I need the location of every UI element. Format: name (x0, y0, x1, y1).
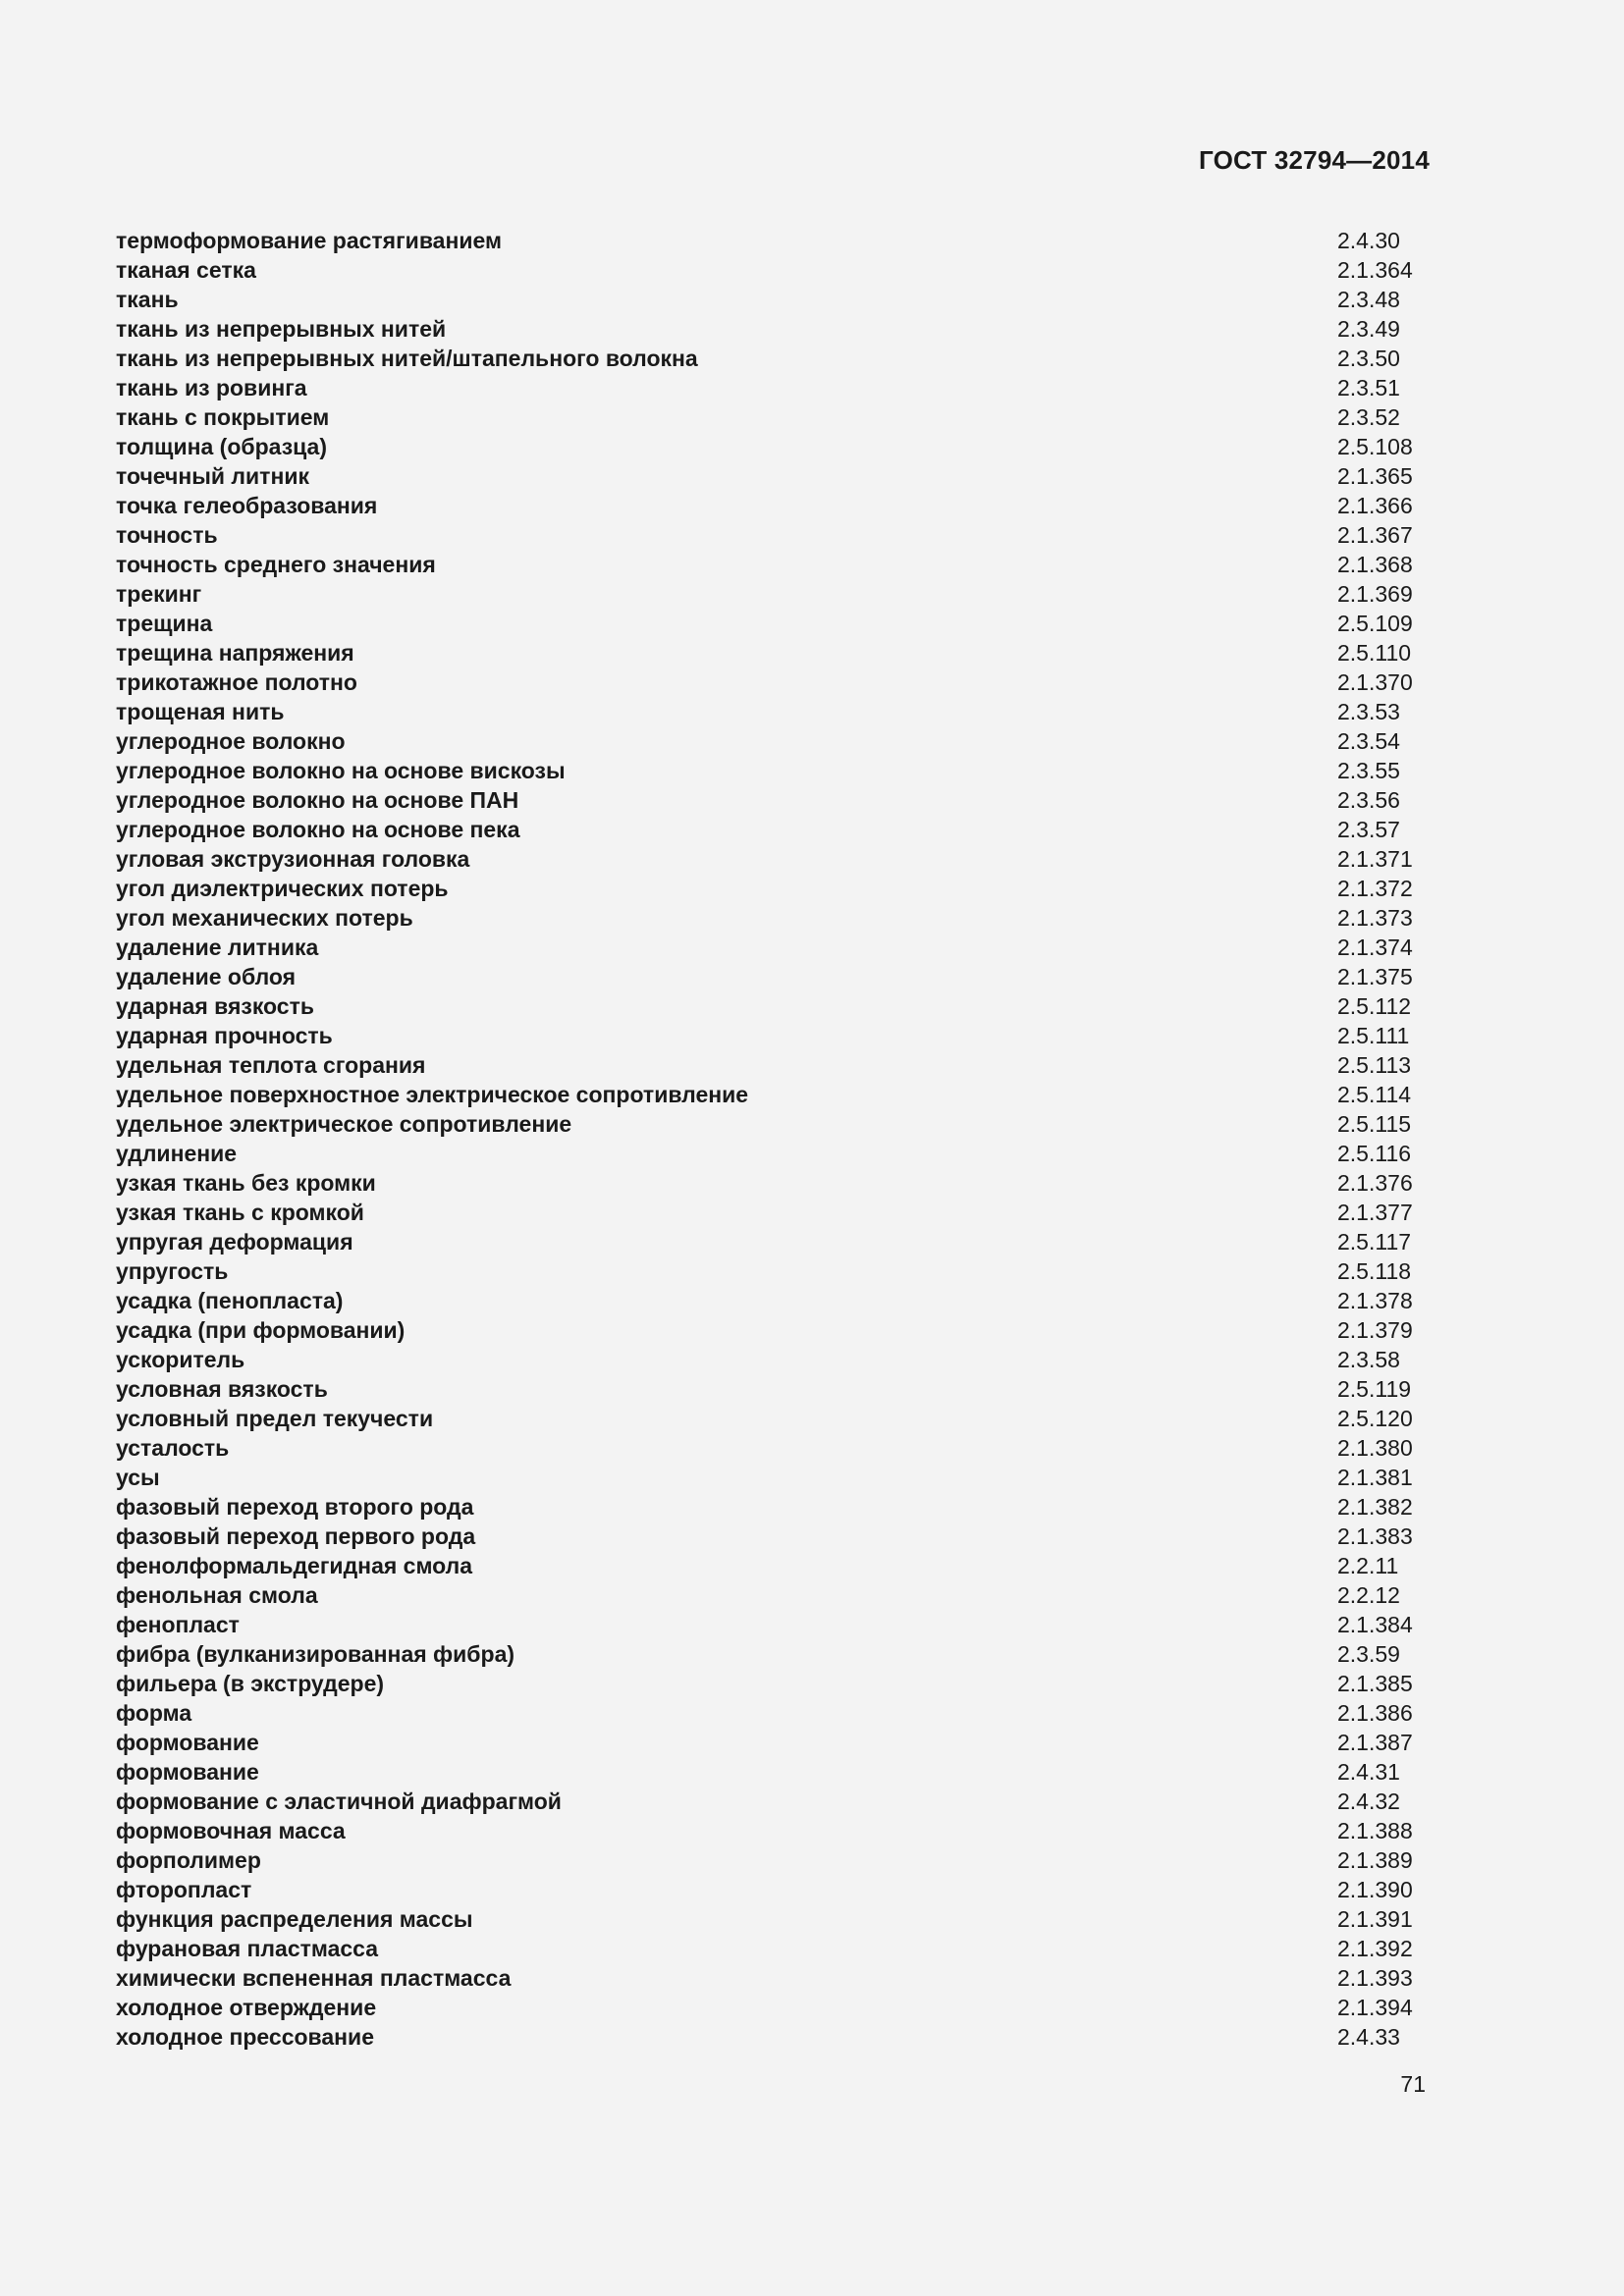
index-term: удаление литника (116, 934, 319, 960)
index-entry (116, 1522, 1432, 1551)
index-term: углеродное волокно на основе пека (116, 817, 520, 842)
index-ref: 2.3.48 (1337, 287, 1400, 312)
index-entry (116, 1757, 1432, 1787)
index-ref: 2.5.112 (1337, 993, 1412, 1019)
index-entry (116, 373, 1432, 402)
index-ref: 2.1.369 (1337, 581, 1413, 607)
index-entry (116, 1845, 1432, 1875)
index-entry (116, 402, 1432, 432)
index-term: ударная прочность (116, 1023, 333, 1048)
index-entry (116, 609, 1432, 638)
index-term: углеродное волокно на основе ПАН (116, 787, 519, 813)
index-entry (116, 1256, 1432, 1286)
index-ref: 2.5.120 (1337, 1406, 1413, 1431)
index-term: фенолформальдегидная смола (116, 1553, 473, 1578)
index-entry (116, 1580, 1432, 1610)
index-term: углеродное волокно (116, 728, 346, 754)
index-term: удельное поверхностное электрическое сопротивление (116, 1082, 749, 1107)
index-ref: 2.4.33 (1337, 2024, 1400, 2050)
index-term: угловая экструзионная головка (116, 846, 470, 872)
index-entry (116, 1345, 1432, 1374)
index-entry (116, 2022, 1432, 2052)
index-ref: 2.1.380 (1337, 1435, 1413, 1461)
index-term: фторопласт (116, 1877, 252, 1902)
index-ref: 2.4.32 (1337, 1789, 1400, 1814)
index-ref: 2.1.382 (1337, 1494, 1413, 1520)
index-entry (116, 1198, 1432, 1227)
index-ref: 2.1.394 (1337, 1995, 1413, 2020)
index-term: угол диэлектрических потерь (116, 876, 449, 901)
index-entry (116, 1963, 1432, 1993)
index-term: условный предел текучести (116, 1406, 434, 1431)
index-ref: 2.4.31 (1337, 1759, 1400, 1785)
index-term: ткань из непрерывных нитей (116, 316, 447, 342)
index-ref: 2.5.110 (1337, 640, 1412, 666)
index-term: удлинение (116, 1141, 238, 1166)
index-entry (116, 1109, 1432, 1139)
index-term: удельное электрическое сопротивление (116, 1111, 572, 1137)
index-ref: 2.1.381 (1337, 1465, 1413, 1490)
index-ref: 2.3.58 (1337, 1347, 1400, 1372)
index-term: фибра (вулканизированная фибра) (116, 1641, 515, 1667)
index-term: трещина (116, 611, 213, 636)
index-ref: 2.1.374 (1337, 934, 1413, 960)
index-ref: 2.1.373 (1337, 905, 1413, 931)
index-term: усадка (при формовании) (116, 1317, 406, 1343)
index-entry (116, 579, 1432, 609)
index-entry (116, 255, 1432, 285)
index-entry (116, 1080, 1432, 1109)
index-entry (116, 1904, 1432, 1934)
index-ref: 2.1.386 (1337, 1700, 1413, 1726)
index-ref: 2.1.379 (1337, 1317, 1413, 1343)
index-term: формование (116, 1730, 259, 1755)
index-term: фенопласт (116, 1612, 240, 1637)
index-entry (116, 1816, 1432, 1845)
index-ref: 2.5.118 (1337, 1258, 1412, 1284)
index-entry (116, 991, 1432, 1021)
index-ref: 2.5.115 (1337, 1111, 1412, 1137)
index-entry (116, 461, 1432, 491)
index-entry (116, 1934, 1432, 1963)
index-entry (116, 1639, 1432, 1669)
index-entry (116, 903, 1432, 933)
index-term: фазовый переход первого рода (116, 1523, 476, 1549)
index-ref: 2.1.367 (1337, 522, 1413, 548)
index-term: точечный литник (116, 463, 309, 489)
index-ref: 2.3.49 (1337, 316, 1400, 342)
index-entry (116, 1050, 1432, 1080)
index-entry (116, 756, 1432, 785)
index-entry (116, 1492, 1432, 1522)
index-term: термоформование растягиванием (116, 228, 502, 253)
index-term: трещина напряжения (116, 640, 354, 666)
index-ref: 2.1.372 (1337, 876, 1413, 901)
index-term: точка гелеобразования (116, 493, 378, 518)
index-ref: 2.1.368 (1337, 552, 1413, 577)
index-ref: 2.3.54 (1337, 728, 1400, 754)
index-term: трощеная нить (116, 699, 285, 724)
index-entry (116, 874, 1432, 903)
index-entry (116, 520, 1432, 550)
index-ref: 2.1.377 (1337, 1200, 1413, 1225)
index-term: трикотажное полотно (116, 669, 357, 695)
index-ref: 2.1.392 (1337, 1936, 1413, 1961)
index-term: трекинг (116, 581, 202, 607)
index-entry (116, 844, 1432, 874)
document-header: ГОСТ 32794—2014 (1199, 145, 1430, 175)
index-term: ткань с покрытием (116, 404, 330, 430)
index-ref: 2.5.111 (1337, 1023, 1410, 1048)
index-ref: 2.1.365 (1337, 463, 1413, 489)
index-ref: 2.1.384 (1337, 1612, 1413, 1637)
index-term: точность среднего значения (116, 552, 436, 577)
index-entry (116, 1698, 1432, 1728)
index-entry (116, 1021, 1432, 1050)
index-ref: 2.1.376 (1337, 1170, 1413, 1196)
index-term: усадка (пенопласта) (116, 1288, 344, 1313)
index-term: удельная теплота сгорания (116, 1052, 426, 1078)
index-entry (116, 226, 1432, 255)
index-term: ударная вязкость (116, 993, 314, 1019)
index-ref: 2.3.57 (1337, 817, 1400, 842)
index-entry (116, 1463, 1432, 1492)
index-term: холодное отверждение (116, 1995, 377, 2020)
index-ref: 2.3.55 (1337, 758, 1400, 783)
index-term: ускоритель (116, 1347, 245, 1372)
index-ref: 2.4.30 (1337, 228, 1400, 253)
index-entry (116, 1551, 1432, 1580)
index-entry (116, 638, 1432, 667)
index-term: форполимер (116, 1847, 261, 1873)
index-ref: 2.3.52 (1337, 404, 1400, 430)
index-term: ткань (116, 287, 179, 312)
index-entry (116, 1787, 1432, 1816)
index-ref: 2.2.11 (1337, 1553, 1399, 1578)
index-entry (116, 726, 1432, 756)
index-entry (116, 815, 1432, 844)
index-term: функция распределения массы (116, 1906, 473, 1932)
index-term: химически вспененная пластмасса (116, 1965, 512, 1991)
index-ref: 2.3.59 (1337, 1641, 1400, 1667)
index-entry (116, 1286, 1432, 1315)
index-entry (116, 1610, 1432, 1639)
index-ref: 2.1.364 (1337, 257, 1413, 283)
index-entry (116, 1404, 1432, 1433)
index-ref: 2.1.393 (1337, 1965, 1413, 1991)
index-term: усы (116, 1465, 160, 1490)
index-ref: 2.1.387 (1337, 1730, 1413, 1755)
index-entry (116, 1315, 1432, 1345)
index-ref: 2.1.388 (1337, 1818, 1413, 1843)
index-entry (116, 285, 1432, 314)
index-term: формование (116, 1759, 259, 1785)
index-term: фазовый переход второго рода (116, 1494, 474, 1520)
index-entry (116, 933, 1432, 962)
index-entry (116, 962, 1432, 991)
index-term: углеродное волокно на основе вискозы (116, 758, 566, 783)
index-term: упругая деформация (116, 1229, 353, 1255)
index-entry (116, 1374, 1432, 1404)
index-term: толщина (образца) (116, 434, 328, 459)
index-entry (116, 491, 1432, 520)
index-ref: 2.1.375 (1337, 964, 1413, 989)
index-term: фурановая пластмасса (116, 1936, 379, 1961)
index-entry (116, 1227, 1432, 1256)
index-ref: 2.5.119 (1337, 1376, 1412, 1402)
index-ref: 2.1.366 (1337, 493, 1413, 518)
index-term: условная вязкость (116, 1376, 328, 1402)
index-ref: 2.5.116 (1337, 1141, 1412, 1166)
index-entry (116, 550, 1432, 579)
index-term: усталость (116, 1435, 230, 1461)
index-entry (116, 344, 1432, 373)
index-entry (116, 667, 1432, 697)
index-ref: 2.1.383 (1337, 1523, 1413, 1549)
index-entry (116, 1993, 1432, 2022)
index-ref: 2.3.53 (1337, 699, 1400, 724)
index-term: узкая ткань с кромкой (116, 1200, 364, 1225)
index-term: точность (116, 522, 218, 548)
index-ref: 2.5.114 (1337, 1082, 1412, 1107)
index-term: формование с эластичной диафрагмой (116, 1789, 562, 1814)
index-entry (116, 697, 1432, 726)
index-entry (116, 1433, 1432, 1463)
index-ref: 2.1.389 (1337, 1847, 1413, 1873)
index-term: фильера (в экструдере) (116, 1671, 385, 1696)
index-term: формовочная масса (116, 1818, 346, 1843)
index-term: фенольная смола (116, 1582, 318, 1608)
index-ref: 2.3.50 (1337, 346, 1400, 371)
index-term: ткань из ровинга (116, 375, 307, 400)
index-ref: 2.5.109 (1337, 611, 1413, 636)
index-entry (116, 1728, 1432, 1757)
index-entry (116, 314, 1432, 344)
index-entry (116, 432, 1432, 461)
index-entry (116, 1669, 1432, 1698)
index-ref: 2.2.12 (1337, 1582, 1400, 1608)
index-term: угол механических потерь (116, 905, 413, 931)
index-term: холодное прессование (116, 2024, 374, 2050)
index-ref: 2.1.378 (1337, 1288, 1413, 1313)
index-entry (116, 785, 1432, 815)
index-entry (116, 1875, 1432, 1904)
index-term: узкая ткань без кромки (116, 1170, 376, 1196)
index-ref: 2.1.390 (1337, 1877, 1413, 1902)
index-entry (116, 1168, 1432, 1198)
index-term: форма (116, 1700, 192, 1726)
index-ref: 2.3.56 (1337, 787, 1400, 813)
page-number: 71 (1400, 2071, 1426, 2097)
index-ref: 2.3.51 (1337, 375, 1400, 400)
index-term: тканая сетка (116, 257, 256, 283)
index-ref: 2.5.117 (1337, 1229, 1412, 1255)
index-term: удаление облоя (116, 964, 297, 989)
index-ref: 2.5.108 (1337, 434, 1413, 459)
index-ref: 2.1.370 (1337, 669, 1413, 695)
term-index-list (116, 226, 1432, 2052)
index-term: упругость (116, 1258, 229, 1284)
index-ref: 2.1.371 (1337, 846, 1413, 872)
index-ref: 2.1.391 (1337, 1906, 1413, 1932)
index-ref: 2.5.113 (1337, 1052, 1412, 1078)
index-term: ткань из непрерывных нитей/штапельного волокна (116, 346, 698, 371)
index-ref: 2.1.385 (1337, 1671, 1413, 1696)
index-entry (116, 1139, 1432, 1168)
